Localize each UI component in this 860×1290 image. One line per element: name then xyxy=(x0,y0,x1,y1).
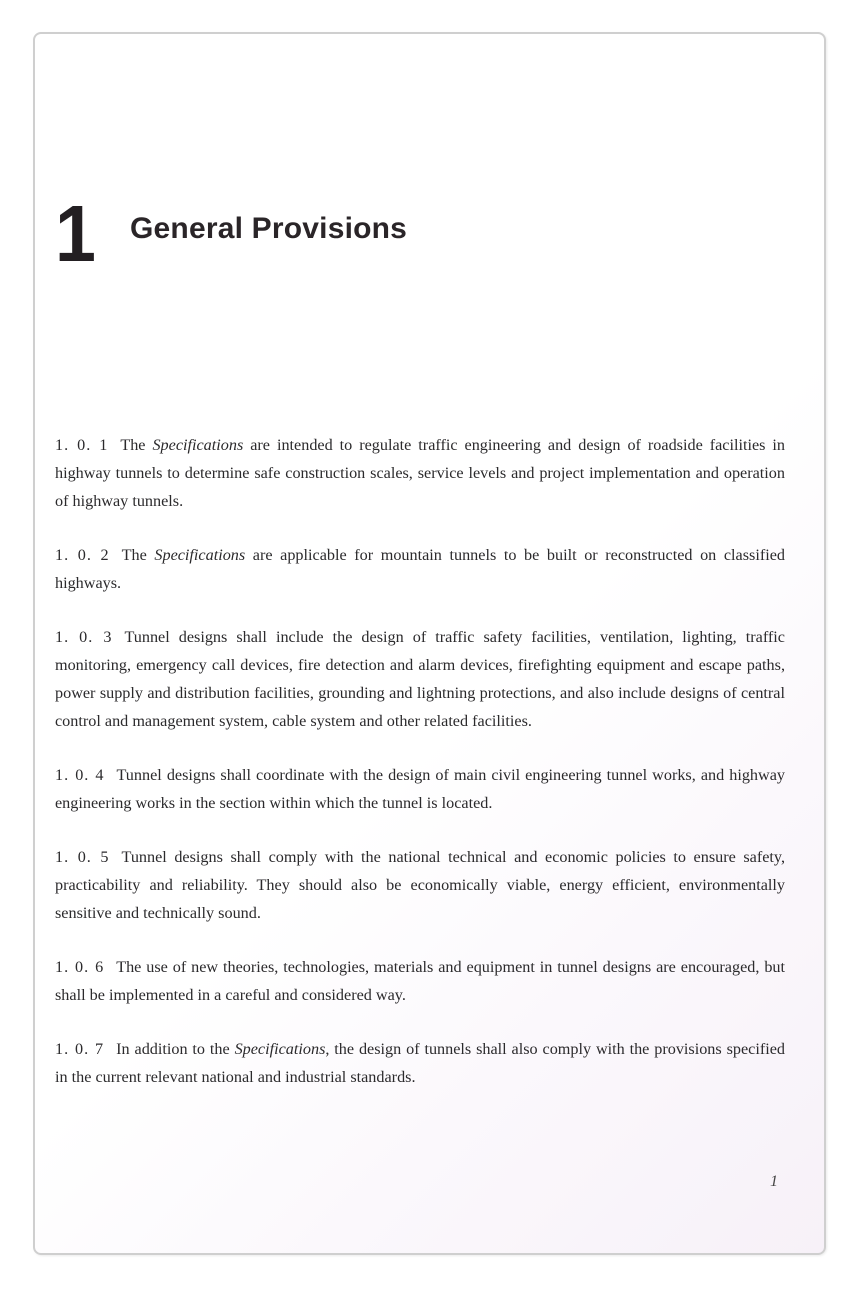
clause-text: Tunnel designs shall include the design of traffic safety facilities, ventilation, lighting, traffic monitoring, emergency call devices, fire detection and alarm devices, firefighting equipment and escape paths, power supply and distribution facilities, grounding and lightning protections, and also include designs of central control and management system, cable system and other related facilities. xyxy=(55,628,785,730)
clause-number: 1. 0. 6 xyxy=(55,958,105,976)
clause-number: 1. 0. 4 xyxy=(55,766,105,784)
clause-1-0-7 xyxy=(55,1035,785,1091)
clause-1-0-4 xyxy=(55,761,785,817)
clause-text: Tunnel designs shall coordinate with the design of main civil engineering tunnel works, and highway engineering works in the section within which the tunnel is located. xyxy=(55,766,785,812)
clause-number: 1. 0. 2 xyxy=(55,546,110,564)
clause-number: 1. 0. 7 xyxy=(55,1040,105,1058)
clause-text: , the design of tunnels shall also comply with the provisions specified in the current relevant national and industrial standards. xyxy=(55,1040,786,1086)
clause-text: are applicable for mountain tunnels to be built or reconstructed on classified highways. xyxy=(55,546,786,592)
clause-text-italic: Specifications xyxy=(154,546,246,564)
clause-number: 1. 0. 3 xyxy=(55,628,113,646)
clause-1-0-3 xyxy=(55,623,785,735)
chapter-header xyxy=(55,189,408,278)
clause-text-italic: Specifications xyxy=(152,436,244,454)
clause-1-0-2 xyxy=(55,541,785,597)
clause-text-italic: Specifications xyxy=(234,1040,326,1058)
chapter-number: 1 xyxy=(55,189,95,278)
clause-text: The xyxy=(120,436,153,454)
clause-1-0-6 xyxy=(55,953,785,1009)
clause-text: The use of new theories, technologies, materials and equipment in tunnel designs are encouraged, but shall be implemented in a careful and considered way. xyxy=(55,958,786,1004)
clause-number: 1. 0. 1 xyxy=(55,436,109,454)
clause-1-0-5 xyxy=(55,843,785,927)
chapter-title: General Provisions xyxy=(130,212,408,245)
document-page xyxy=(33,32,826,1255)
clause-text: Tunnel designs shall comply with the national technical and economic policies to ensure safety, practicability and reliability. They should also be economically viable, energy efficient, environmentally sensitive and technically sound. xyxy=(55,848,786,922)
clause-text: The xyxy=(121,546,155,564)
clause-list xyxy=(55,431,785,1091)
clause-number: 1. 0. 5 xyxy=(55,848,110,866)
clause-text: In addition to the xyxy=(116,1040,235,1058)
page-number: 1 xyxy=(770,1173,778,1190)
clause-1-0-1 xyxy=(55,431,785,515)
clause-text: are intended to regulate traffic engineering and design of roadside facilities in highway tunnels to determine safe construction scales, service levels and project implementation and operation of highway tunnels. xyxy=(55,436,786,510)
